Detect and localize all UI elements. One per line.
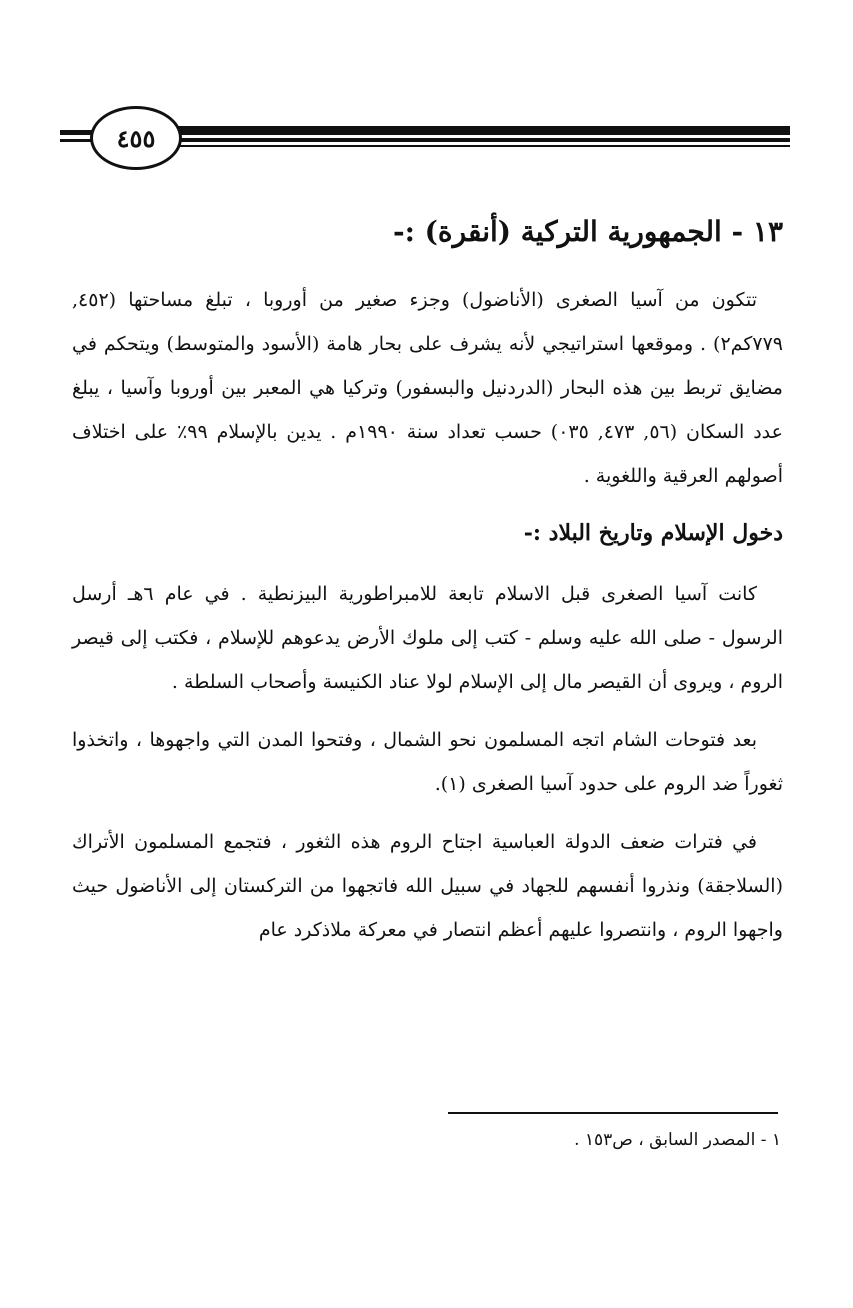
page-number: ٤٥٥ [90,106,182,170]
page-body [72,205,783,966]
footnote: ١ - المصدر السابق ، ص١٥٣ . [574,1130,781,1150]
intro-paragraph: تتكون من آسيا الصغرى (الأناضول) وجزء صغير من أوروبا ، تبلغ مساحتها (٤٥٢, ٧٧٩كم٢) . وموقعها استراتيجي لأنه يشرف على بحار هامة (الأسود والمتوسط) ويتحكم في مضايق تربط بين هذه البحار (الدردنيل والبسفور) وتركيا هي المعبر بين أوروبا وآسيا ، يبلغ عدد السكان (٥٦, ٤٧٣, ٠٣٥) حسب تعداد سنة ١٩٩٠م . يدين بالإسلام ٩٩٪ على اختلاف أصولهم العرقية واللغوية . [72,289,783,487]
section-title: ١٣ - الجمهورية التركية (أنقرة) :- [392,215,783,248]
header-rule-medium [155,138,790,142]
subheading: دخول الإسلام وتاريخ البلاد :- [523,520,783,546]
paragraph-3: في فترات ضعف الدولة العباسية اجتاح الروم هذه الثغور ، فتجمع المسلمون الأتراك (السلاجقة) ونذروا أنفسهم للجهاد في سبيل الله فاتجهوا من التركستان إلى الأناضول حيث واجهوا الروم ، وانتصروا عليهم أعظم انتصار في معركة ملاذكرد عام [72,831,783,941]
paragraph-2: بعد فتوحات الشام اتجه المسلمون نحو الشمال ، وفتحوا المدن التي واجهوها ، واتخذوا ثغوراً ضد الروم على حدود آسيا الصغرى (١). [72,729,783,795]
footnote-divider [448,1112,778,1114]
paragraph-1: كانت آسيا الصغرى قبل الاسلام تابعة للامبراطورية البيزنطية . في عام ٦هـ أرسل الرسول - صلى الله عليه وسلم - كتب إلى ملوك الأرض يدعوهم للإسلام ، فكتب إلى قيصر الروم ، ويروى أن القيصر مال إلى الإسلام لولا عناد الكنيسة وأصحاب السلطة . [72,583,783,693]
page-header [60,100,790,180]
header-rule-thick [155,126,790,135]
header-rule-thin [155,145,790,147]
